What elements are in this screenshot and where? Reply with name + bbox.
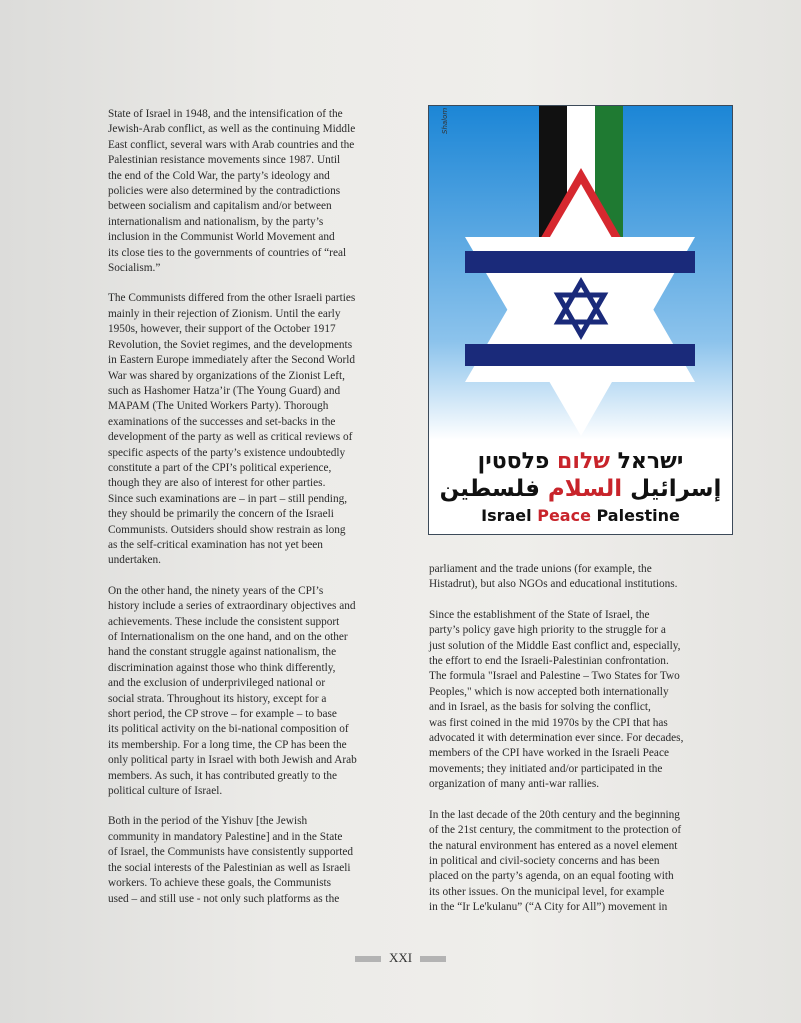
footer-bar-left <box>355 956 381 962</box>
footer-bar-right <box>420 956 446 962</box>
paragraph: In the last decade of the 20th century and the beginning of the 21st century, the commitment to the protection of the natural environment has entered as a novel element in political and civil-society concerns and has been placed on the party’s agenda, on an equal footing with its other issues. On the municipal level, for example in the “Ir Le'kulanu” (“A City for All”) movement in <box>429 808 682 914</box>
paragraph: On the other hand, the ninety years of the CPI’s history include a series of extraordinary objectives and achievements. These include the consistent support of Internationalism on the one hand, and on the other hand the constant struggle against nationalism, the discrimination against those who think differently, and the exclusion of underprivileged national or social strata. Throughout its history, except for a short period, the CP strove – for example – to base its political activity on the bi-national composition of its membership. For a long time, the CP has been the only political party in Israel with both Jewish and Arab members. As such, it has contributed greatly to the political culture of Israel. <box>108 584 357 798</box>
poster-english-text: Israel Peace Palestine <box>481 506 680 525</box>
left-column <box>108 107 408 922</box>
paragraph: parliament and the trade unions (for example, the Histadrut), but also NGOs and educational institutions. <box>429 563 678 591</box>
paragraph: Since the establishment of the State of Israel, the party’s policy gave high priority to the struggle for a just solution of the Middle East conflict and, especially, the effort to end the Israeli-Palestinian confrontation. The formula "Israel and Palestine – Two States for Two Peoples," which is now accepted both internationally and in Israel, as the basis for solving the conflict, was first coined in the mid 1970s by the CPI that has advocated it with determination ever since. For decades, members of the CPI have worked in the Israeli Peace movements; they initiated and/or participated in the organization of many anti-war rallies. <box>429 608 684 791</box>
artist-signature: Shalom <box>441 107 449 134</box>
poster-arabic-text: إسرائيل السلام فلسطين <box>439 476 722 502</box>
peace-poster <box>428 105 733 535</box>
page-number: XXI <box>388 950 413 965</box>
page-footer <box>0 950 801 966</box>
poster-hebrew-text: ישראל שלום פלסטין <box>477 449 684 474</box>
right-column <box>429 562 729 931</box>
paragraph: The Communists differed from the other Israeli parties mainly in their rejection of Zionism. Until the early 1950s, however, their support of the October 1917 Revolution, the Soviet regimes, and the developments in Eastern Europe immediately after the Second World War was shared by organizations of the Zionist Left, such as Hashomer Hatza’ir (The Young Guard) and MAPAM (The United Workers Party). Thorough examinations of the successes and set-backs in the development of the party as well as critical reviews of specific aspects of the party’s existence undoubtedly constitute a part of the CPI’s political experience, though they are also of interest for other parties. Since such examinations are – in part – still pending, they should be primarily the concern of the Israeli Communists. Outsiders should show restrain as long as the self-critical examination has not yet been undertaken. <box>108 292 356 567</box>
paragraph: State of Israel in 1948, and the intensification of the Jewish-Arab conflict, as well as the continuing Middle East conflict, several wars with Arab countries and the Palestinian resistance movements since 1987. Until the end of the Cold War, the party’s ideology and policies were also determined by the contradictions between socialism and capitalism and/or between internationalism and nationalism, by the party’s inclusion in the Communist World Movement and its close ties to the governments of countries of “real Socialism.” <box>108 108 356 275</box>
paragraph: Both in the period of the Yishuv [the Jewish community in mandatory Palestine] and in the State of Israel, the Communists have consistently supported the social interests of the Palestinian as well as Israeli workers. To achieve these goals, the Communists used – and still use - not only such platforms as the <box>108 815 354 905</box>
